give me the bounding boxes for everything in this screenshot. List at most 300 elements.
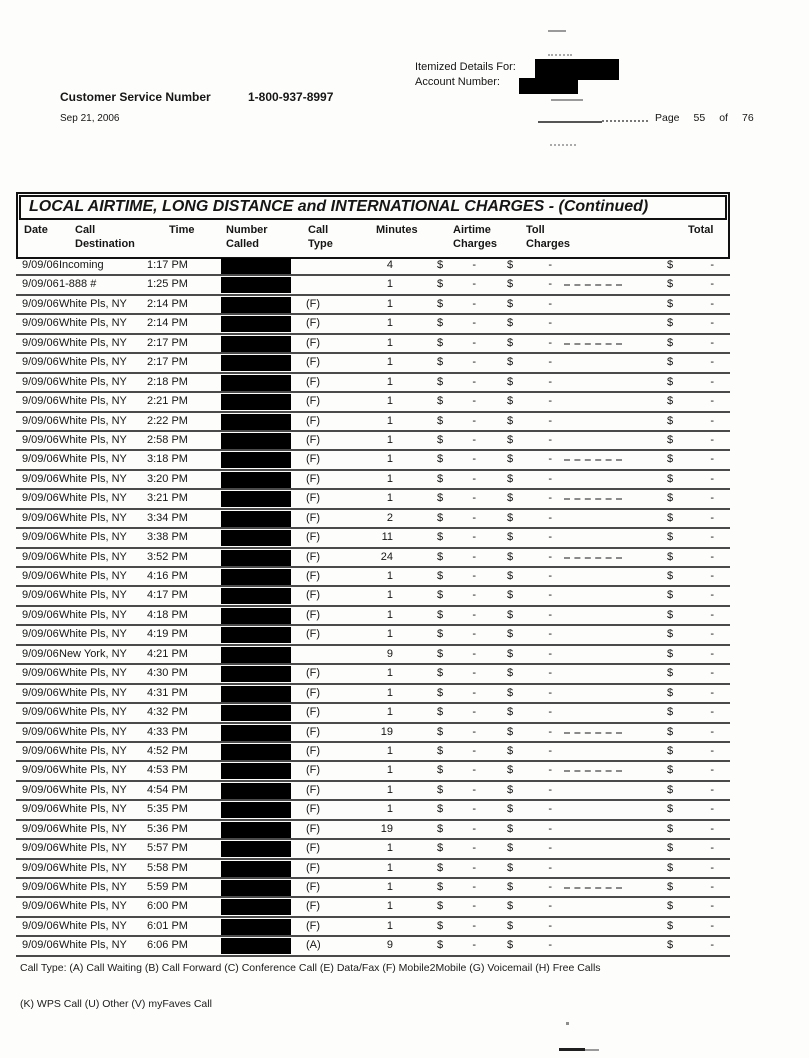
currency-symbol: $ — [437, 706, 444, 719]
cell-total — [660, 840, 718, 857]
currency-symbol: $ — [437, 725, 444, 738]
currency-symbol: $ — [507, 531, 514, 544]
cell-airtime-charges — [397, 879, 480, 896]
cell-date: 9/09/06 — [22, 725, 59, 738]
cell-time: 4:53 PM — [147, 764, 188, 777]
table-row — [16, 918, 730, 937]
amount-value: - — [548, 647, 552, 660]
cell-call-destination: New York, NY — [59, 647, 127, 660]
currency-symbol: $ — [437, 414, 444, 427]
currency-symbol: $ — [667, 900, 674, 913]
currency-symbol: $ — [437, 900, 444, 913]
cell-number-called — [221, 549, 306, 566]
cell-right-margin — [718, 432, 730, 449]
currency-symbol: $ — [437, 628, 444, 641]
cell-airtime-charges — [397, 568, 480, 585]
cell-call-type: (F) — [306, 492, 321, 505]
currency-symbol: $ — [437, 667, 444, 680]
cell-minutes: 1 — [386, 472, 393, 485]
col-header-call-type: Call Type — [308, 224, 333, 250]
cell-minutes: 2 — [386, 511, 393, 524]
cell-number-called — [221, 510, 306, 527]
amount-value: - — [548, 706, 552, 719]
table-row — [16, 743, 730, 762]
cell-minutes: 1 — [386, 861, 393, 874]
table-row — [16, 801, 730, 820]
amount-value: - — [472, 472, 476, 485]
cell-call-type: (F) — [306, 764, 321, 777]
cell-total — [660, 335, 718, 352]
cell-call-destination: White Pls, NY — [59, 764, 127, 777]
cell-date: 9/09/06 — [22, 356, 59, 369]
cell-call-type: (A) — [306, 939, 321, 952]
col-header-right-margin — [720, 223, 732, 257]
cell-total — [660, 296, 718, 313]
cell-airtime-charges — [397, 413, 480, 430]
cell-call-destination: White Pls, NY — [59, 706, 127, 719]
cell-gap — [556, 510, 660, 527]
cell-airtime-charges — [397, 840, 480, 857]
redacted-phone-number — [221, 880, 291, 896]
cell-time: 5:57 PM — [147, 842, 188, 855]
currency-symbol: $ — [507, 570, 514, 582]
cell-gap — [556, 490, 660, 507]
cell-right-margin — [718, 626, 730, 643]
amount-value: - — [548, 297, 552, 310]
amount-value: - — [472, 317, 476, 330]
currency-symbol: $ — [437, 939, 444, 952]
scan-artifact — [564, 498, 622, 500]
col-header-airtime-charges: Airtime Charges — [453, 224, 498, 250]
cell-airtime-charges — [397, 432, 480, 449]
redacted-phone-number — [221, 802, 291, 818]
table-row — [16, 879, 730, 898]
amount-value: - — [710, 939, 714, 952]
cell-number-called — [221, 665, 306, 682]
cell-minutes: 1 — [386, 414, 393, 427]
cell-toll-charges — [480, 413, 556, 430]
cell-toll-charges — [480, 607, 556, 624]
column-headers — [18, 220, 728, 257]
cell-right-margin — [718, 762, 730, 779]
cell-airtime-charges — [397, 549, 480, 566]
cell-time: 6:00 PM — [147, 900, 188, 913]
currency-symbol: $ — [667, 725, 674, 738]
cell-gap — [556, 782, 660, 799]
redacted-phone-number — [221, 783, 291, 799]
cell-airtime-charges — [397, 393, 480, 410]
scan-artifact — [585, 1049, 599, 1051]
currency-symbol: $ — [507, 803, 514, 816]
cell-time: 3:18 PM — [147, 453, 188, 466]
currency-symbol: $ — [507, 336, 514, 349]
currency-symbol: $ — [507, 647, 514, 660]
cell-total — [660, 918, 718, 935]
cell-time: 3:21 PM — [147, 492, 188, 505]
amount-value: - — [548, 317, 552, 330]
table-row — [16, 432, 730, 451]
cell-number-called — [221, 607, 306, 624]
currency-symbol: $ — [437, 278, 444, 291]
cell-time: 4:17 PM — [147, 589, 188, 602]
cell-date: 9/09/06 — [22, 511, 59, 524]
cell-gap — [556, 665, 660, 682]
cell-call-type — [306, 276, 342, 293]
cell-gap — [556, 393, 660, 410]
cell-number-called — [221, 296, 306, 313]
cell-airtime-charges — [397, 782, 480, 799]
table-row — [16, 840, 730, 859]
amount-value: - — [710, 725, 714, 738]
currency-symbol: $ — [507, 511, 514, 524]
cell-call-type: (F) — [306, 725, 321, 738]
customer-service-number: 1-800-937-8997 — [248, 90, 334, 104]
amount-value: - — [710, 861, 714, 874]
cell-minutes: 1 — [386, 433, 393, 446]
currency-symbol: $ — [507, 297, 514, 310]
cell-minutes: 1 — [386, 570, 393, 582]
table-row — [16, 471, 730, 490]
amount-value: - — [710, 414, 714, 427]
currency-symbol: $ — [507, 453, 514, 466]
amount-value: - — [472, 686, 476, 699]
cell-right-margin — [718, 646, 730, 663]
cell-gap — [556, 685, 660, 702]
amount-value: - — [710, 550, 714, 563]
cell-airtime-charges — [397, 257, 480, 274]
cell-time: 5:36 PM — [147, 822, 188, 835]
cell-toll-charges — [480, 315, 556, 332]
amount-value: - — [472, 453, 476, 466]
cell-right-margin — [718, 374, 730, 391]
amount-value: - — [548, 375, 552, 388]
cell-call-type: (F) — [306, 608, 321, 621]
currency-symbol: $ — [507, 395, 514, 408]
amount-value: - — [710, 297, 714, 310]
redacted-phone-number — [221, 608, 291, 624]
table-row — [16, 685, 730, 704]
cell-toll-charges — [480, 821, 556, 838]
cell-date: 9/09/06 — [22, 706, 59, 719]
currency-symbol: $ — [437, 395, 444, 408]
amount-value: - — [710, 453, 714, 466]
currency-symbol: $ — [437, 472, 444, 485]
currency-symbol: $ — [507, 375, 514, 388]
amount-value: - — [710, 511, 714, 524]
cell-time: 4:33 PM — [147, 725, 188, 738]
currency-symbol: $ — [507, 939, 514, 952]
cell-total — [660, 860, 718, 877]
cell-airtime-charges — [397, 860, 480, 877]
cell-minutes: 1 — [386, 900, 393, 913]
cell-total — [660, 587, 718, 604]
cell-total — [660, 665, 718, 682]
cell-toll-charges — [480, 296, 556, 313]
cell-call-type: (F) — [306, 900, 321, 913]
currency-symbol: $ — [667, 531, 674, 544]
cell-call-destination: White Pls, NY — [59, 900, 127, 913]
amount-value: - — [472, 764, 476, 777]
table-body — [16, 257, 730, 957]
table-row — [16, 704, 730, 723]
cell-minutes: 1 — [386, 589, 393, 602]
amount-value: - — [472, 375, 476, 388]
cell-call-type: (F) — [306, 414, 321, 427]
cell-number-called — [221, 937, 306, 954]
cell-number-called — [221, 568, 306, 585]
cell-airtime-charges — [397, 704, 480, 721]
amount-value: - — [548, 861, 552, 874]
cell-minutes: 1 — [386, 278, 393, 291]
currency-symbol: $ — [437, 511, 444, 524]
cell-number-called — [221, 529, 306, 546]
cell-minutes: 1 — [386, 881, 393, 893]
table-row — [16, 607, 730, 626]
cell-call-destination: White Pls, NY — [59, 939, 127, 952]
cell-number-called — [221, 432, 306, 449]
cell-right-margin — [718, 276, 730, 293]
currency-symbol: $ — [437, 686, 444, 699]
cell-gap — [556, 315, 660, 332]
amount-value: - — [472, 822, 476, 835]
amount-value: - — [710, 706, 714, 719]
table-row — [16, 451, 730, 470]
amount-value: - — [710, 317, 714, 330]
cell-gap — [556, 257, 660, 274]
cell-number-called — [221, 801, 306, 818]
cell-gap — [556, 937, 660, 954]
cell-call-type: (F) — [306, 395, 321, 408]
redacted-account-number — [519, 78, 578, 94]
cell-gap — [556, 413, 660, 430]
amount-value: - — [548, 686, 552, 699]
amount-value: - — [472, 725, 476, 738]
table-title: LOCAL AIRTIME, LONG DISTANCE and INTERNATIONAL CHARGES - (Continued) — [19, 195, 727, 220]
cell-minutes: 1 — [386, 667, 393, 680]
amount-value: - — [548, 939, 552, 952]
cell-time: 6:06 PM — [147, 939, 188, 952]
cell-right-margin — [718, 315, 730, 332]
cell-call-destination: White Pls, NY — [59, 589, 127, 602]
currency-symbol: $ — [667, 608, 674, 621]
scan-artifact — [566, 1022, 569, 1025]
cell-minutes: 1 — [386, 395, 393, 408]
col-header-toll-charges: Toll Charges — [526, 224, 571, 250]
cell-time: 3:20 PM — [147, 472, 188, 485]
amount-value: - — [472, 297, 476, 310]
redacted-phone-number — [221, 394, 291, 410]
scan-artifact — [564, 732, 622, 734]
currency-symbol: $ — [667, 686, 674, 699]
cell-time: 2:58 PM — [147, 433, 188, 446]
redacted-phone-number — [221, 763, 291, 779]
cell-call-type: (F) — [306, 628, 321, 641]
cell-toll-charges — [480, 393, 556, 410]
cell-date: 9/09/06 — [22, 453, 59, 466]
amount-value: - — [548, 259, 552, 271]
cell-airtime-charges — [397, 529, 480, 546]
cell-call-destination: White Pls, NY — [59, 919, 127, 932]
cell-airtime-charges — [397, 451, 480, 468]
currency-symbol: $ — [437, 492, 444, 505]
cell-time: 4:32 PM — [147, 706, 188, 719]
currency-symbol: $ — [507, 725, 514, 738]
currency-symbol: $ — [667, 375, 674, 388]
currency-symbol: $ — [667, 317, 674, 330]
cell-number-called — [221, 704, 306, 721]
redacted-phone-number — [221, 666, 291, 682]
cell-date: 9/09/06 — [22, 395, 59, 408]
amount-value: - — [548, 472, 552, 485]
cell-right-margin — [718, 354, 730, 371]
currency-symbol: $ — [667, 822, 674, 835]
cell-minutes: 1 — [386, 492, 393, 505]
currency-symbol: $ — [667, 589, 674, 602]
cell-date: 9/09/06 — [22, 336, 59, 349]
amount-value: - — [710, 472, 714, 485]
scan-artifact — [564, 887, 622, 889]
redacted-phone-number — [221, 277, 291, 293]
cell-toll-charges — [480, 860, 556, 877]
currency-symbol: $ — [437, 647, 444, 660]
amount-value: - — [710, 395, 714, 408]
currency-symbol: $ — [437, 822, 444, 835]
cell-minutes: 1 — [386, 764, 393, 777]
currency-symbol: $ — [437, 783, 444, 796]
cell-toll-charges — [480, 665, 556, 682]
redacted-phone-number — [221, 316, 291, 332]
cell-date: 9/09/06 — [22, 686, 59, 699]
table-row — [16, 860, 730, 879]
amount-value: - — [710, 570, 714, 582]
col-header-spacer — [558, 223, 662, 257]
amount-value: - — [472, 628, 476, 641]
table-row — [16, 296, 730, 315]
table-row — [16, 762, 730, 781]
amount-value: - — [548, 336, 552, 349]
cell-number-called — [221, 413, 306, 430]
cell-time: 5:59 PM — [147, 881, 188, 893]
cell-date: 9/09/06 — [22, 667, 59, 680]
cell-gap — [556, 607, 660, 624]
cell-call-type: (F) — [306, 667, 321, 680]
scan-artifact — [551, 99, 583, 101]
cell-date: 9/09/06 — [22, 531, 59, 544]
cell-toll-charges — [480, 937, 556, 954]
cell-time: 4:54 PM — [147, 783, 188, 796]
currency-symbol: $ — [667, 395, 674, 408]
scan-artifact — [564, 770, 622, 772]
cell-airtime-charges — [397, 665, 480, 682]
cell-call-type: (F) — [306, 336, 321, 349]
currency-symbol: $ — [437, 550, 444, 563]
scan-artifact — [559, 1048, 585, 1051]
currency-symbol: $ — [667, 278, 674, 291]
currency-symbol: $ — [667, 939, 674, 952]
cell-time: 3:52 PM — [147, 550, 188, 563]
cell-number-called — [221, 646, 306, 663]
cell-call-type: (F) — [306, 706, 321, 719]
amount-value: - — [710, 531, 714, 544]
call-type-legend-line1: Call Type: (A) Call Waiting (B) Call Forward (C) Conference Call (E) Data/Fax (F) Mobile2Mobile (G) Voicemail (H) Free Calls — [20, 962, 601, 974]
cell-total — [660, 354, 718, 371]
customer-service-label: Customer Service Number — [60, 90, 211, 104]
amount-value: - — [710, 356, 714, 369]
cell-minutes: 1 — [386, 608, 393, 621]
amount-value: - — [710, 919, 714, 932]
currency-symbol: $ — [667, 550, 674, 563]
cell-right-margin — [718, 860, 730, 877]
redacted-account-holder — [535, 59, 619, 80]
cell-time: 4:30 PM — [147, 667, 188, 680]
amount-value: - — [472, 511, 476, 524]
currency-symbol: $ — [437, 803, 444, 816]
redacted-phone-number — [221, 588, 291, 604]
cell-minutes: 1 — [386, 842, 393, 855]
cell-total — [660, 898, 718, 915]
cell-minutes: 9 — [386, 647, 393, 660]
currency-symbol: $ — [437, 764, 444, 777]
table-row — [16, 276, 730, 295]
cell-gap — [556, 276, 660, 293]
currency-symbol: $ — [667, 861, 674, 874]
col-header-minutes: Minutes — [376, 224, 418, 236]
amount-value: - — [472, 783, 476, 796]
col-header-call-destination: Call Destination — [75, 224, 135, 250]
cell-call-destination: White Pls, NY — [59, 395, 127, 408]
cell-number-called — [221, 276, 306, 293]
currency-symbol: $ — [507, 414, 514, 427]
cell-call-destination: White Pls, NY — [59, 608, 127, 621]
currency-symbol: $ — [507, 822, 514, 835]
cell-call-type: (F) — [306, 511, 321, 524]
cell-airtime-charges — [397, 607, 480, 624]
cell-call-destination: White Pls, NY — [59, 881, 127, 893]
cell-minutes: 9 — [386, 939, 393, 952]
cell-right-margin — [718, 840, 730, 857]
cell-date: 9/09/06 — [22, 628, 59, 641]
account-number-label: Account Number: — [415, 76, 500, 88]
table-row — [16, 490, 730, 509]
cell-total — [660, 451, 718, 468]
table-row — [16, 937, 730, 956]
amount-value: - — [472, 744, 476, 757]
cell-airtime-charges — [397, 490, 480, 507]
currency-symbol: $ — [437, 317, 444, 330]
cell-call-destination: White Pls, NY — [59, 414, 127, 427]
amount-value: - — [472, 589, 476, 602]
currency-symbol: $ — [667, 744, 674, 757]
cell-total — [660, 568, 718, 585]
cell-toll-charges — [480, 626, 556, 643]
cell-minutes: 1 — [386, 297, 393, 310]
cell-call-destination: White Pls, NY — [59, 822, 127, 835]
cell-gap — [556, 432, 660, 449]
cell-number-called — [221, 879, 306, 896]
cell-call-type: (F) — [306, 861, 321, 874]
cell-airtime-charges — [397, 743, 480, 760]
cell-total — [660, 626, 718, 643]
col-header-time: Time — [169, 224, 195, 236]
cell-call-type: (F) — [306, 686, 321, 699]
amount-value: - — [710, 764, 714, 777]
cell-right-margin — [718, 879, 730, 896]
currency-symbol: $ — [437, 531, 444, 544]
cell-airtime-charges — [397, 918, 480, 935]
cell-gap — [556, 743, 660, 760]
cell-toll-charges — [480, 257, 556, 274]
cell-gap — [556, 646, 660, 663]
